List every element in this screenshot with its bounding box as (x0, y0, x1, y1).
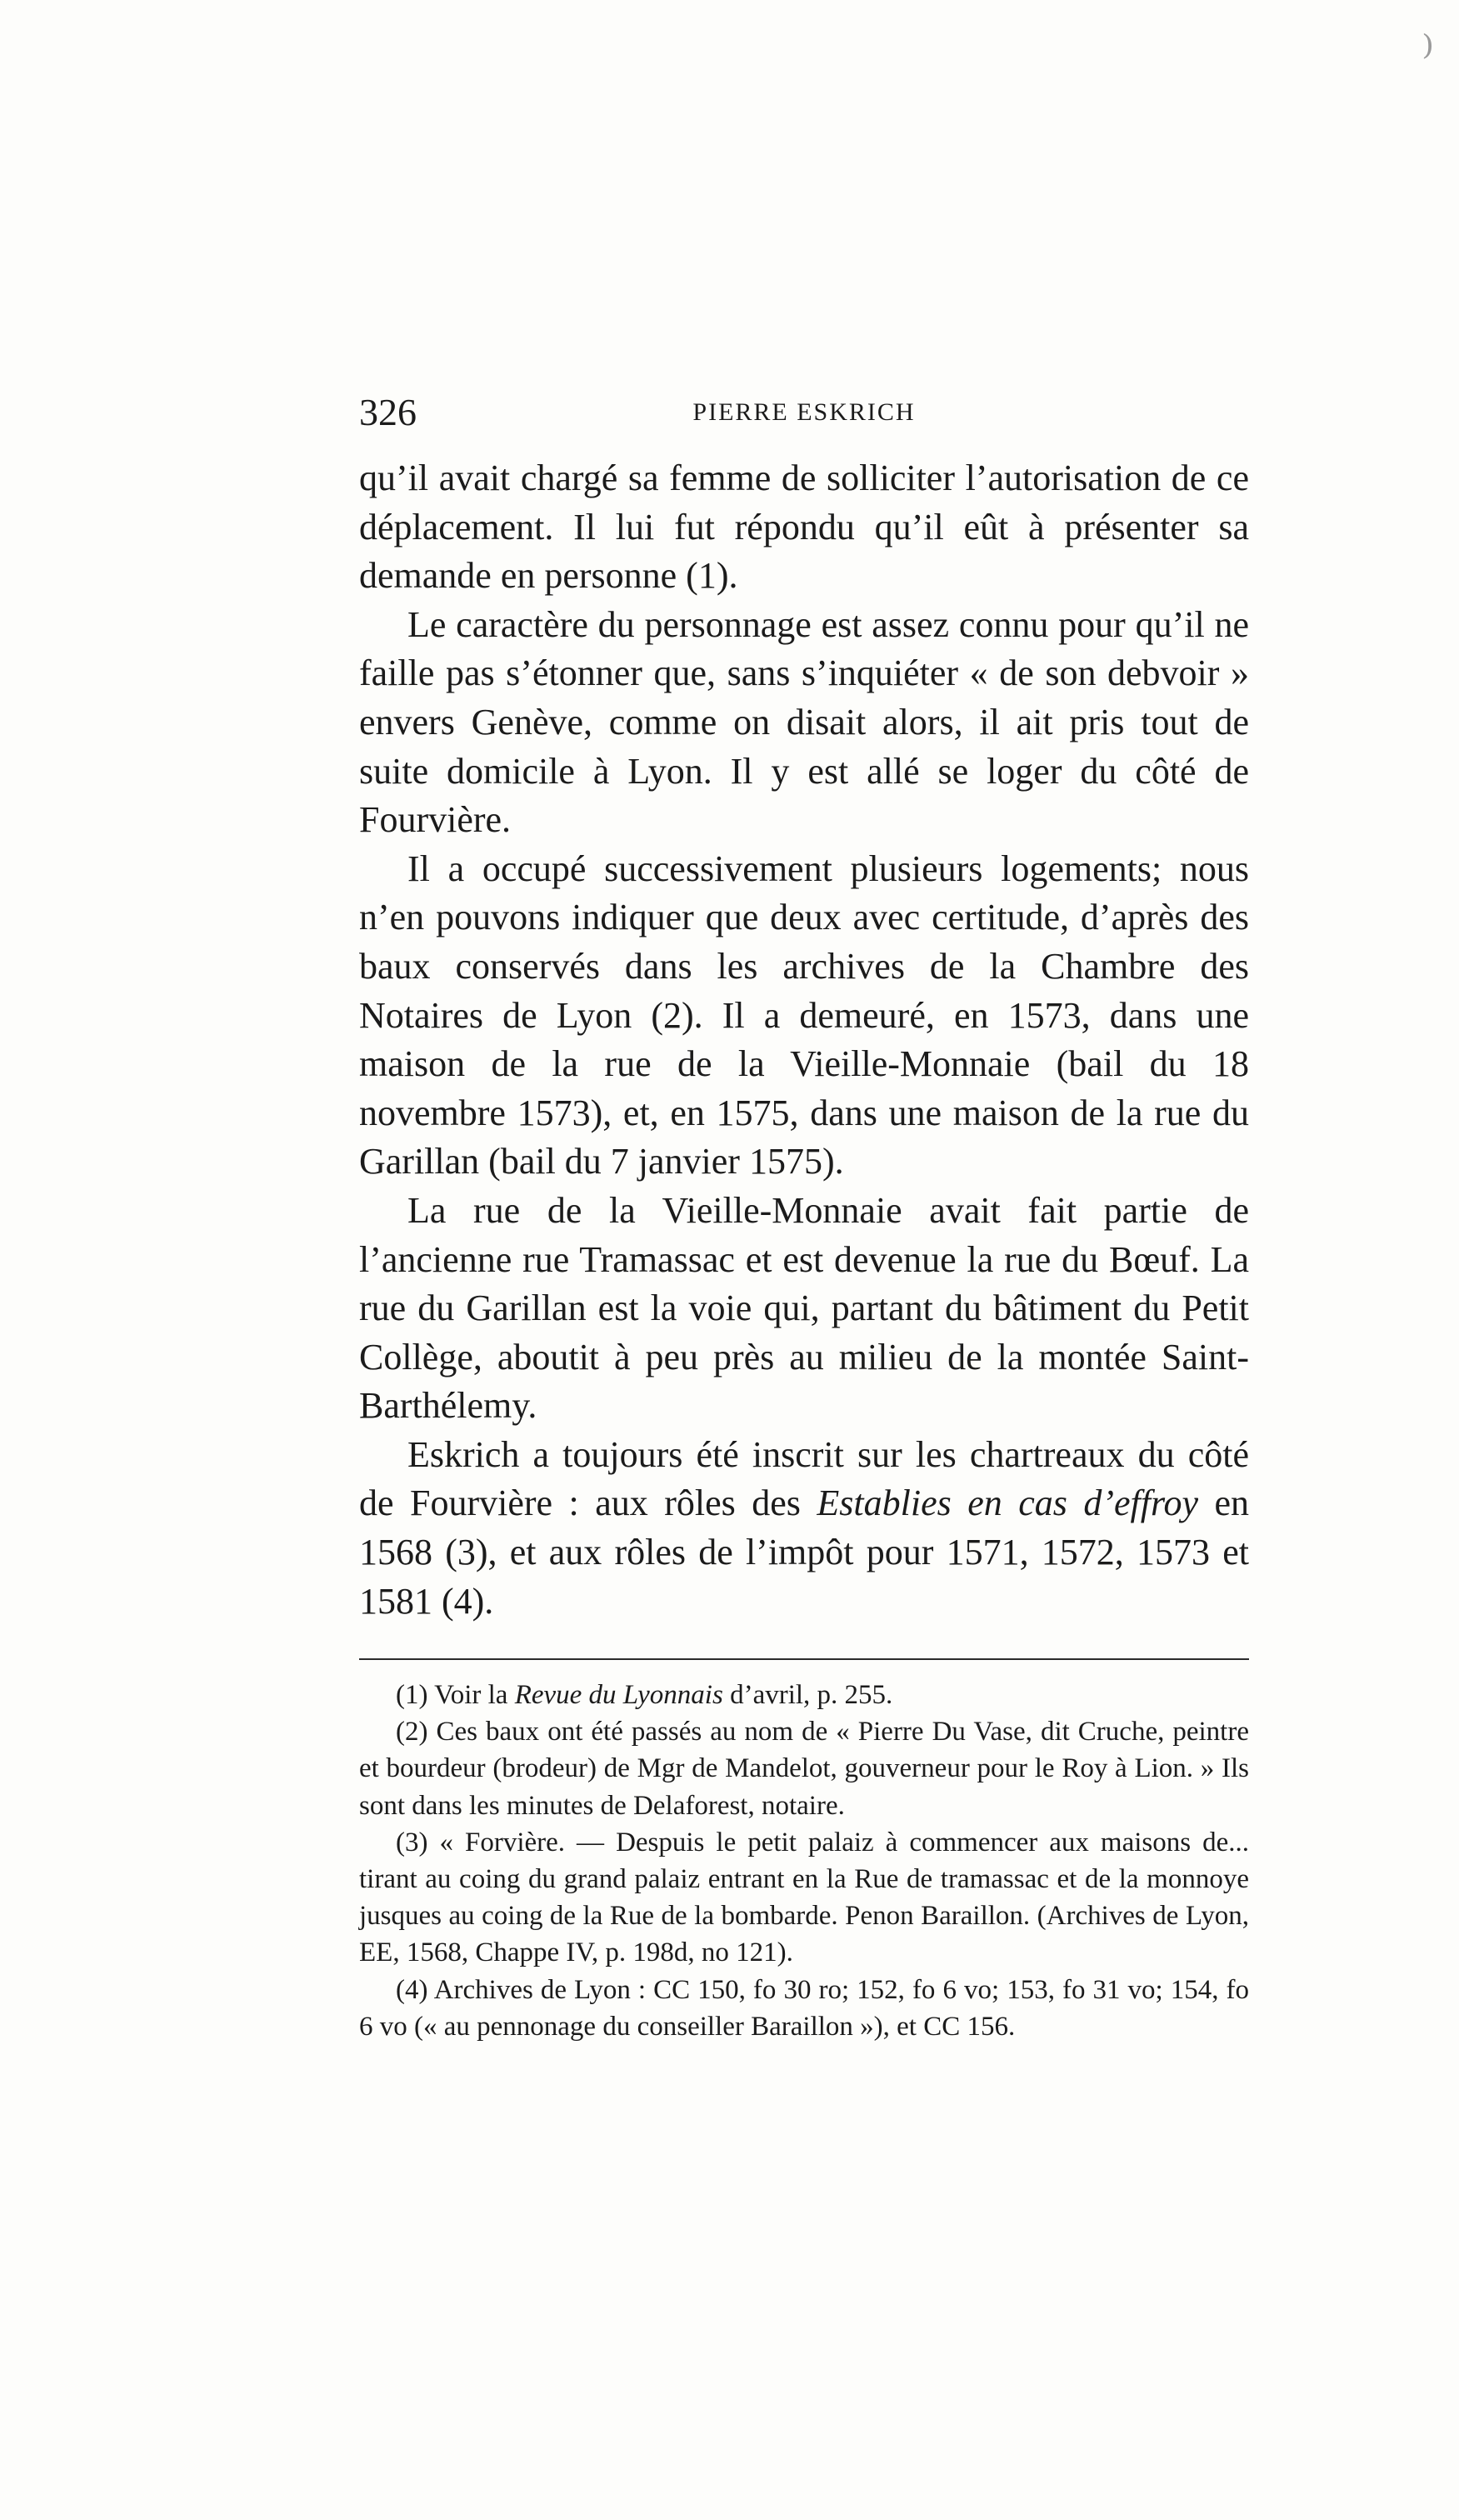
footnote-2: (2) Ces baux ont été passés au nom de « Pierre Du Vase, dit Cruche, peintre et bourdeur (brodeur) de Mgr de Mandelot, gouverneur pour le Roy à Lion. » Ils sont dans les minutes de Delaforest, notaire. (359, 1717, 1249, 1821)
footnote-1 (359, 1677, 1249, 1713)
paragraph: La rue de la Vieille-Monnaie avait fait partie de l’ancienne rue Tramassac et est devenue la rue du Bœuf. La rue du Garillan est la voie qui, partant du bâtiment du Petit Collège, aboutit à peu près au milieu de la montée Saint-Barthélemy. (359, 1189, 1249, 1427)
italic-title: Revue du Lyonnais (514, 1680, 723, 1710)
margin-mark-icon: ⁾ (1422, 25, 1434, 83)
paragraph-text: Eskrich a toujours été inscrit sur les chartreaux du côté de Fourvière : aux rôles des (359, 1433, 1249, 1524)
footnote-text: (1) Voir la (396, 1680, 515, 1710)
paragraph-text: en 1568 (3), et aux rôles de l’impôt pour 1571, 1572, 1573 et 1581 (4). (359, 1482, 1249, 1622)
body-text (359, 454, 1249, 1626)
page-number: 326 (359, 391, 417, 433)
footnote-3: (3) « Forvière. — Despuis le petit palaiz à commencer aux maisons de... tirant au coing du grand palaiz entrant en la Rue de tramassac et de la monnoye jusques au coing de la Rue de la bombarde. Penon Baraillon. (Archives de Lyon, EE, 1568, Chappe IV, p. 198d, no 121). (359, 1827, 1249, 1968)
footnote-text: d’avril, p. 255. (722, 1680, 893, 1710)
italic-title: Establies en cas d’effroy (817, 1482, 1198, 1524)
paragraph: Le caractère du personnage est assez connu pour qu’il ne faille pas s’étonner que, sans s’inquiéter « de son debvoir » envers Genève, comme on disait alors, il ait pris tout de suite domicile à Lyon. Il y est allé se loger du côté de Fourvière. (359, 603, 1249, 841)
paragraph: qu’il avait chargé sa femme de solliciter l’autorisation de ce déplacement. Il lui fut répondu qu’il eût à présenter sa demande en personne (1). (359, 458, 1249, 597)
footnote-divider (359, 1658, 1249, 1660)
running-head: PIERRE ESKRICH (692, 398, 916, 426)
footnote-4: (4) Archives de Lyon : CC 150, fo 30 ro; 152, fo 6 vo; 153, fo 31 vo; 154, fo 6 vo (« au pennonage du conseiller Baraillon »), et CC 156. (359, 1974, 1249, 2042)
footnotes (359, 1677, 1249, 2045)
paragraph (359, 1431, 1249, 1626)
paragraph: Il a occupé successivement plusieurs logements; nous n’en pouvons indiquer que deux avec certitude, d’après des baux conservés dans les archives de la Chambre des Notaires de Lyon (2). Il a demeuré, en 1573, dans une maison de la rue de la Vieille-Monnaie (bail du 18 novembre 1573), et, en 1575, dans une maison de la rue du Garillan (bail du 7 janvier 1575). (359, 848, 1249, 1182)
page-header (359, 390, 1249, 440)
